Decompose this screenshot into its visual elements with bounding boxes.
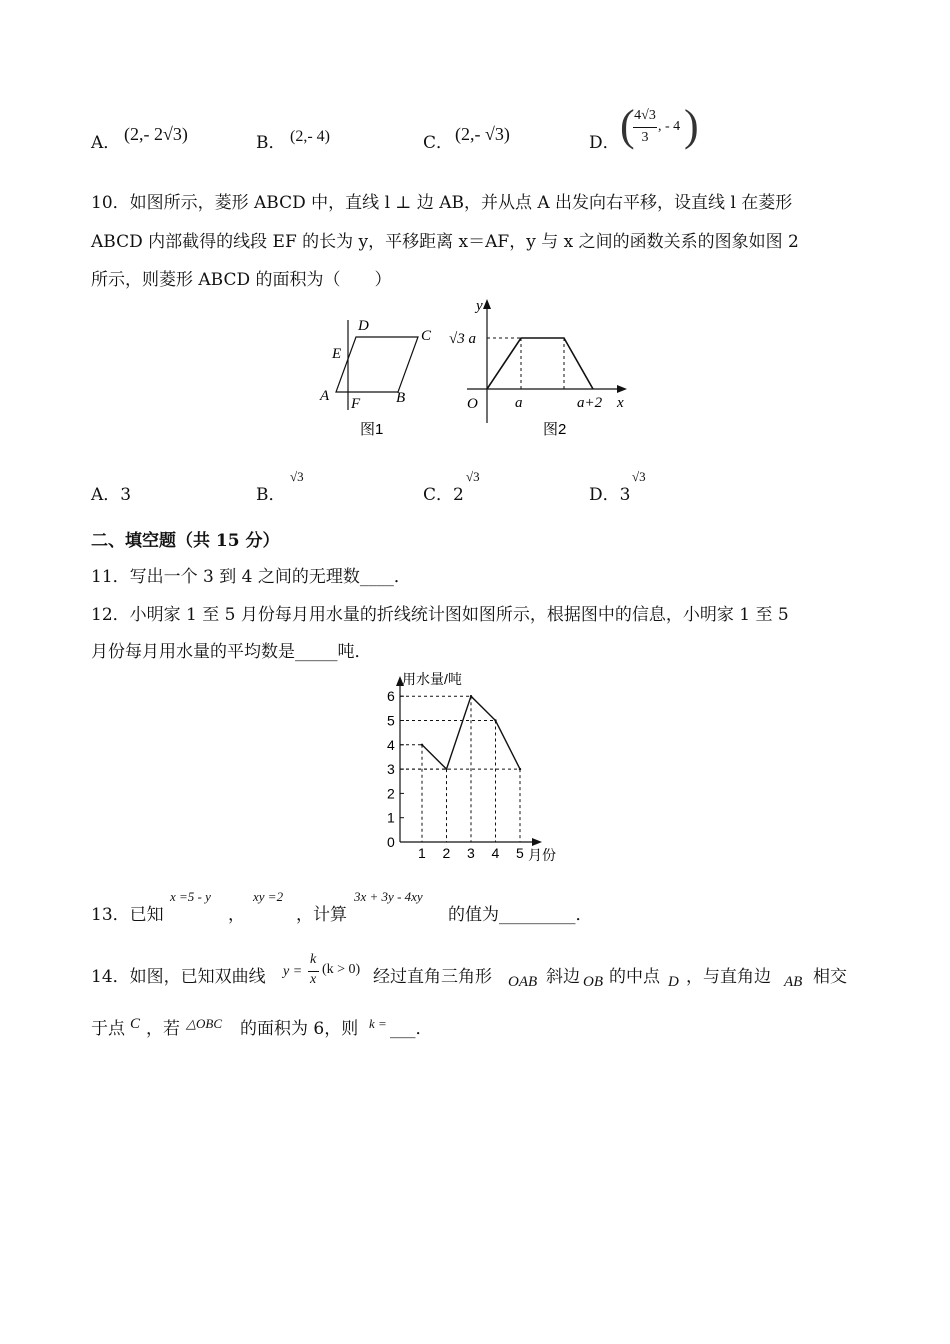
q13-eq1: x =5 - y bbox=[170, 889, 211, 904]
figure-caption: 图1 bbox=[360, 421, 384, 438]
q9-option-a-value: (2,- 2√3) bbox=[124, 124, 188, 144]
q14-v2: OB bbox=[583, 974, 603, 990]
q9-option-c-value: (2,- √3) bbox=[455, 124, 510, 144]
y-tick-label: 6 bbox=[387, 688, 395, 705]
q13-suffix: 的值为_________． bbox=[448, 905, 593, 925]
q14-function: y = k x (k > 0) bbox=[283, 952, 361, 987]
function-graph bbox=[487, 338, 593, 389]
label-d: D bbox=[358, 318, 369, 334]
y-axis-label: y bbox=[476, 298, 483, 314]
section-title: 二、填空题（共 15 分） bbox=[91, 531, 280, 551]
data-point bbox=[445, 768, 447, 770]
x-tick-label: 3 bbox=[467, 845, 475, 861]
q13-comma: ， bbox=[228, 905, 245, 925]
q13-eq2: xy =2 bbox=[253, 889, 284, 904]
q13-mid: ，计算 bbox=[296, 905, 347, 925]
q14-prefix: 14．如图，已知双曲线 bbox=[91, 967, 266, 987]
q14-l2c: 的面积为 6，则 bbox=[240, 1019, 359, 1039]
q14-v1: OAB bbox=[508, 974, 538, 990]
q10-option-a[interactable]: A．3 bbox=[91, 485, 132, 505]
q9-option-d-value: ( 4√3 3 , - 4 ) bbox=[620, 101, 699, 150]
q11-text: 11．写出一个 3 到 4 之间的无理数____． bbox=[91, 567, 411, 587]
label-b: B bbox=[396, 390, 406, 406]
q14-v7: k = bbox=[369, 1016, 387, 1031]
x-tick-a2: a+2 bbox=[577, 395, 603, 411]
q12-line1: 12．小明家 1 至 5 月份每月用水量的折线统计图如图所示，根据图中的信息，小明家 1 至 5 bbox=[91, 605, 789, 625]
label-e: E bbox=[332, 346, 342, 362]
label-a: A bbox=[320, 388, 330, 404]
q14-l2a: 于点 bbox=[91, 1019, 125, 1039]
q9-option-c[interactable]: C． bbox=[423, 133, 454, 153]
q10-figure-2 bbox=[445, 295, 635, 445]
y-tick-label: 5 bbox=[387, 712, 395, 729]
q10-option-d-sup: √3 bbox=[632, 469, 646, 484]
q13-expr: 3x + 3y - 4xy bbox=[354, 889, 423, 904]
origin-label: O bbox=[467, 396, 478, 412]
q14-v4: AB bbox=[784, 974, 803, 990]
label-c: C bbox=[421, 328, 432, 344]
q14-v3: D bbox=[668, 974, 679, 990]
figure-caption: 图2 bbox=[543, 421, 567, 438]
y-tick-label: 0 bbox=[387, 834, 395, 850]
x-axis-title: 月份 bbox=[528, 847, 556, 863]
q9-option-b[interactable]: B． bbox=[256, 133, 286, 153]
x-tick-label: 4 bbox=[491, 845, 500, 861]
q14-t4: ，与直角边 bbox=[686, 967, 771, 987]
q14-l2b: ，若 bbox=[146, 1019, 180, 1039]
water-usage-chart bbox=[360, 668, 600, 868]
q9-option-d[interactable]: D． bbox=[589, 133, 620, 153]
q10-option-b[interactable]: B． bbox=[256, 485, 286, 505]
q10-line2: ABCD 内部截得的线段 EF 的长为 y，平移距离 x＝AF，y 与 x 之间的函数关系的图象如图 2 bbox=[91, 232, 799, 252]
q14-l2d: ___． bbox=[390, 1019, 433, 1039]
q10-option-b-value: √3 bbox=[290, 469, 304, 484]
data-point bbox=[470, 695, 472, 697]
option-letter: A． bbox=[91, 133, 121, 153]
y-tick-label: 4 bbox=[387, 736, 395, 753]
q13-prefix: 13．已知 bbox=[91, 905, 164, 925]
q10-line3: 所示，则菱形 ABCD 的面积为（ ） bbox=[91, 270, 392, 290]
q10-option-c-sup: √3 bbox=[466, 469, 480, 484]
x-tick-label: 5 bbox=[516, 845, 524, 861]
x-axis-label: x bbox=[617, 395, 624, 411]
q14-v6: △OBC bbox=[186, 1016, 222, 1031]
data-point bbox=[519, 768, 521, 770]
q14-v5: C bbox=[130, 1016, 141, 1032]
q14-t5: 相交 bbox=[813, 967, 847, 987]
y-tick-label: 1 bbox=[387, 809, 395, 826]
label-f: F bbox=[351, 396, 361, 412]
data-point bbox=[421, 744, 423, 746]
q10-figure-1 bbox=[310, 310, 450, 445]
y-tick-label: 2 bbox=[387, 785, 395, 802]
q10-option-d[interactable]: D．3 bbox=[589, 485, 631, 505]
y-tick-label: 3 bbox=[387, 761, 395, 778]
q12-line2: 月份每月用水量的平均数是_____吨． bbox=[91, 642, 372, 662]
y-tick: √3 a bbox=[449, 331, 476, 347]
y-axis-title: 用水量/吨 bbox=[402, 671, 462, 687]
q10-line1: 10．如图所示，菱形 ABCD 中，直线 l ⊥ 边 AB，并从点 A 出发向右平移，设直线 l 在菱形 bbox=[91, 193, 793, 213]
q10-option-c[interactable]: C．2 bbox=[423, 485, 464, 505]
x-tick-label: 2 bbox=[442, 845, 451, 861]
q9-option-a[interactable] bbox=[91, 128, 120, 153]
data-point bbox=[494, 719, 496, 721]
q14-t3: 的中点 bbox=[609, 967, 660, 987]
q9-option-b-value: (2,- 4) bbox=[290, 128, 330, 145]
x-tick-a: a bbox=[515, 395, 523, 411]
q14-t2: 斜边 bbox=[546, 967, 580, 987]
q14-t1: 经过直角三角形 bbox=[373, 967, 492, 987]
x-tick-label: 1 bbox=[418, 845, 426, 861]
